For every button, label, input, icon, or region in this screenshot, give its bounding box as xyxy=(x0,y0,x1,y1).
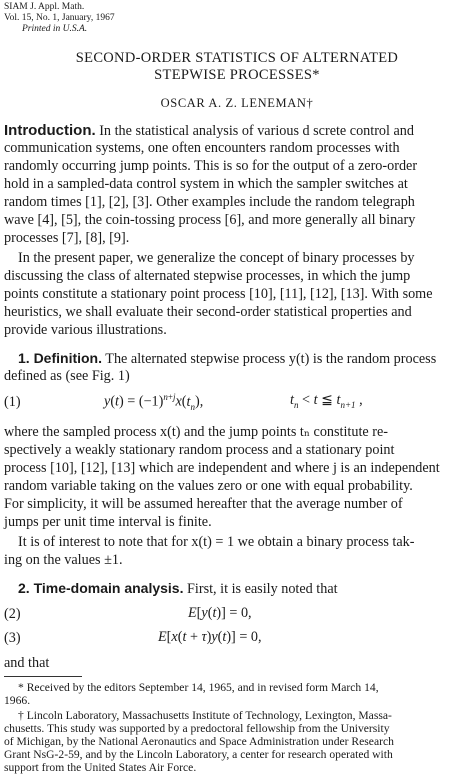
intro-text: In the statistical analysis of various d screte control and xyxy=(95,123,414,139)
section1-after-5: For simplicity, it will be assumed hereafter that the average number of xyxy=(4,496,403,512)
footnote-1-line-1: * Received by the editors September 14, 1965, and in revised form March 14, xyxy=(18,681,379,694)
author-name: OSCAR A. Z. LENEMAN† xyxy=(160,96,314,110)
footnote-2-line-4: Grant NsG-2-59, and by the Lincoln Laboratory, a center for research operated with xyxy=(4,748,393,761)
section1-lead: The alternated stepwise process y(t) is the random process xyxy=(102,351,437,367)
equation-3: E[x(t + τ)y(t)] = 0, xyxy=(158,629,262,645)
intro-line-6: wave [4], [5], the coin-tossing process [6], and more generally all binary xyxy=(4,212,416,228)
section1-heading: 1. Definition. xyxy=(18,350,102,366)
journal-volume: Vol. 15, No. 1, January, 1967 xyxy=(4,13,115,23)
intro-p2-line-2: discussing the class of alternated stepwise processes, in which the jump xyxy=(4,268,411,284)
section1-line-1 xyxy=(18,350,436,368)
section2-after: and that xyxy=(4,655,50,671)
intro-heading: Introduction. xyxy=(4,122,96,139)
intro-line-5: random times [1], [2], [3]. Other examples include the random telegraph xyxy=(4,194,415,210)
journal-name: SIAM J. Appl. Math. xyxy=(4,2,85,12)
section1-line-2: defined as (see Fig. 1) xyxy=(4,368,130,384)
section1-after-1: where the sampled process x(t) and the jump points tₙ constitute re- xyxy=(4,424,388,440)
footnote-2-line-3: of Michigan, by the National Aeronautics and Space Administration under Research xyxy=(4,735,394,748)
section1-p2-line-1: It is of interest to note that for x(t) = 1 we obtain a binary process tak- xyxy=(18,534,415,550)
section1-after-3: process [10], [12], [13] which are independent and where j is an independent xyxy=(4,460,440,476)
paper-title-line-1: SECOND-ORDER STATISTICS OF ALTERNATED xyxy=(75,50,399,66)
section1-after-6: jumps per unit time interval is finite. xyxy=(4,514,212,530)
footnote-2-line-5: support from the United States Air Force. xyxy=(4,761,197,774)
intro-line-1 xyxy=(4,122,414,140)
footnote-2-line-1: † Lincoln Laboratory, Massachusetts Institute of Technology, Lexington, Massa- xyxy=(18,709,392,722)
intro-p2-line-5: provide various illustrations. xyxy=(4,322,167,338)
section1-after-4: random variable taking on the values zero or one with equal probability. xyxy=(4,478,413,494)
equation-1-left: $y(t) = (-1)^{n+j}x(t_n)$, xyxy=(104,392,204,412)
section2-line-1 xyxy=(18,580,338,598)
intro-line-7: processes [7], [8], [9]. xyxy=(4,230,130,246)
section2-heading: 2. Time-domain analysis. xyxy=(18,580,184,596)
intro-p2-line-4: heuristics, we shall evaluate their second-order statistical properties and xyxy=(4,304,412,320)
intro-line-2: communication systems, one often encounters random processes with xyxy=(4,140,400,156)
equation-2-number: (2) xyxy=(4,606,21,622)
section2-lead: First, it is easily noted that xyxy=(183,581,338,597)
equation-1-right: $t_n < t$ ≦ $t_{n+1}$ , xyxy=(290,392,363,410)
equation-1-number: (1) xyxy=(4,394,21,410)
footnote-2-line-2: chusetts. This study was supported by a predoctoral fellowship from the University xyxy=(4,722,390,735)
printed-note: Printed in U.S.A. xyxy=(22,24,88,34)
intro-line-4: hold in a sampled-data control system in which the sampler switches at xyxy=(4,176,408,192)
footnote-1-line-2: 1966. xyxy=(4,694,31,707)
paper-title-line-2: STEPWISE PROCESSES* xyxy=(154,67,320,83)
section1-after-2: spectively a weakly stationary random process and a stationary point xyxy=(4,442,395,458)
equation-3-number: (3) xyxy=(4,630,21,646)
intro-line-3: randomly occurring jump points. This is so for the output of a zero-order xyxy=(4,158,418,174)
equation-2: E[y(t)] = 0, xyxy=(188,605,252,621)
section1-p2-line-2: ing on the values ±1. xyxy=(4,552,123,568)
intro-p2-line-1: In the present paper, we generalize the concept of binary processes by xyxy=(18,250,415,266)
intro-p2-line-3: points constitute a stationary point process [10], [11], [12], [13]. With some xyxy=(4,286,433,302)
footnote-divider xyxy=(4,676,82,677)
